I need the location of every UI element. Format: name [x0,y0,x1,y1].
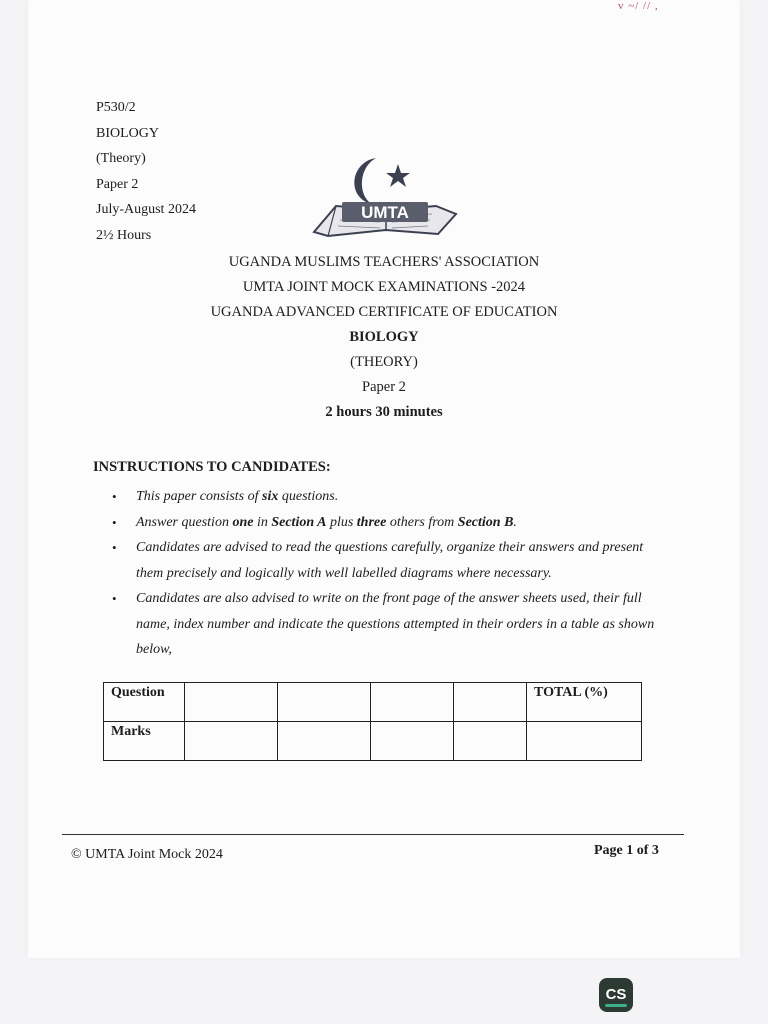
total-label-cell: TOTAL (%) [527,683,642,722]
blank-cell [278,722,371,761]
instruction-text: three [356,514,387,530]
blank-cell [185,722,278,761]
instruction-text: Section A [271,514,327,530]
instruction-text: Answer question [136,514,233,530]
paper-label: Paper 2 [362,379,406,395]
bullet-icon: • [112,591,117,606]
marks-table [103,682,642,761]
subject-title: BIOLOGY [349,329,419,345]
title-block [0,250,768,425]
instruction-item [110,484,670,510]
instruction-text: six [262,489,279,504]
blank-cell [454,722,527,761]
instruction-text: This paper consists of [136,489,263,504]
logo-text: UMTA [361,203,409,222]
footer-divider [62,834,684,835]
blank-cell [371,722,454,761]
camscanner-badge-icon: CS [599,978,633,1012]
blank-cell [185,683,278,722]
instruction-text: others from [386,514,458,530]
instruction-text: Candidates are advised to read the questions carefully, organize their answers and present them precisely and logically with well labelled diagrams where necessary. [136,540,644,581]
instruction-text: one [232,514,254,530]
corner-stamp: v ~/ // , [618,0,659,12]
paper-code: P530/2 [96,100,136,115]
instruction-item [110,586,670,663]
duration-label: 2 hours 30 minutes [325,404,443,420]
instruction-text: . [513,514,517,530]
blank-cell [527,722,642,761]
footer-copyright: © UMTA Joint Mock 2024 [71,847,223,862]
instruction-item [110,510,670,536]
instruction-text: plus [326,514,357,530]
instruction-text: Section B [457,514,514,530]
bullet-icon: • [112,489,117,504]
paper-number: Paper 2 [96,176,139,192]
umta-logo [306,152,466,240]
instruction-text: Candidates are also advised to write on the front page of the answer sheets used, their full name, index number and indicate the questions attempted in their orders in a table as shown below, [136,591,655,657]
paper-header [96,95,196,249]
paper-type: (Theory) [96,151,146,167]
subject-type: (THEORY) [350,354,418,370]
marks-label-cell: Marks [104,722,185,761]
paper-period: July-August 2024 [96,202,196,218]
exam-name: UMTA JOINT MOCK EXAMINATIONS -2024 [242,279,526,295]
instruction-item [110,535,670,586]
question-label-cell: Question [104,683,185,722]
table-row [104,722,642,761]
instructions-list [110,484,670,663]
blank-cell [371,683,454,722]
bullet-icon: • [112,514,117,530]
association-name: UGANDA MUSLIMS TEACHERS' ASSOCIATION [228,254,540,270]
instruction-text: questions. [278,489,339,504]
blank-cell [454,683,527,722]
paper-duration: 2½ Hours [96,227,152,243]
instruction-text: in [253,514,272,530]
paper-subject: BIOLOGY [96,125,159,141]
bullet-icon: • [112,540,117,555]
footer-page-number: Page 1 of 3 [594,843,659,858]
table-row [104,683,642,722]
instructions-heading: INSTRUCTIONS TO CANDIDATES: [93,459,331,475]
blank-cell [278,683,371,722]
certificate-name: UGANDA ADVANCED CERTIFICATE OF EDUCATION [210,304,558,320]
